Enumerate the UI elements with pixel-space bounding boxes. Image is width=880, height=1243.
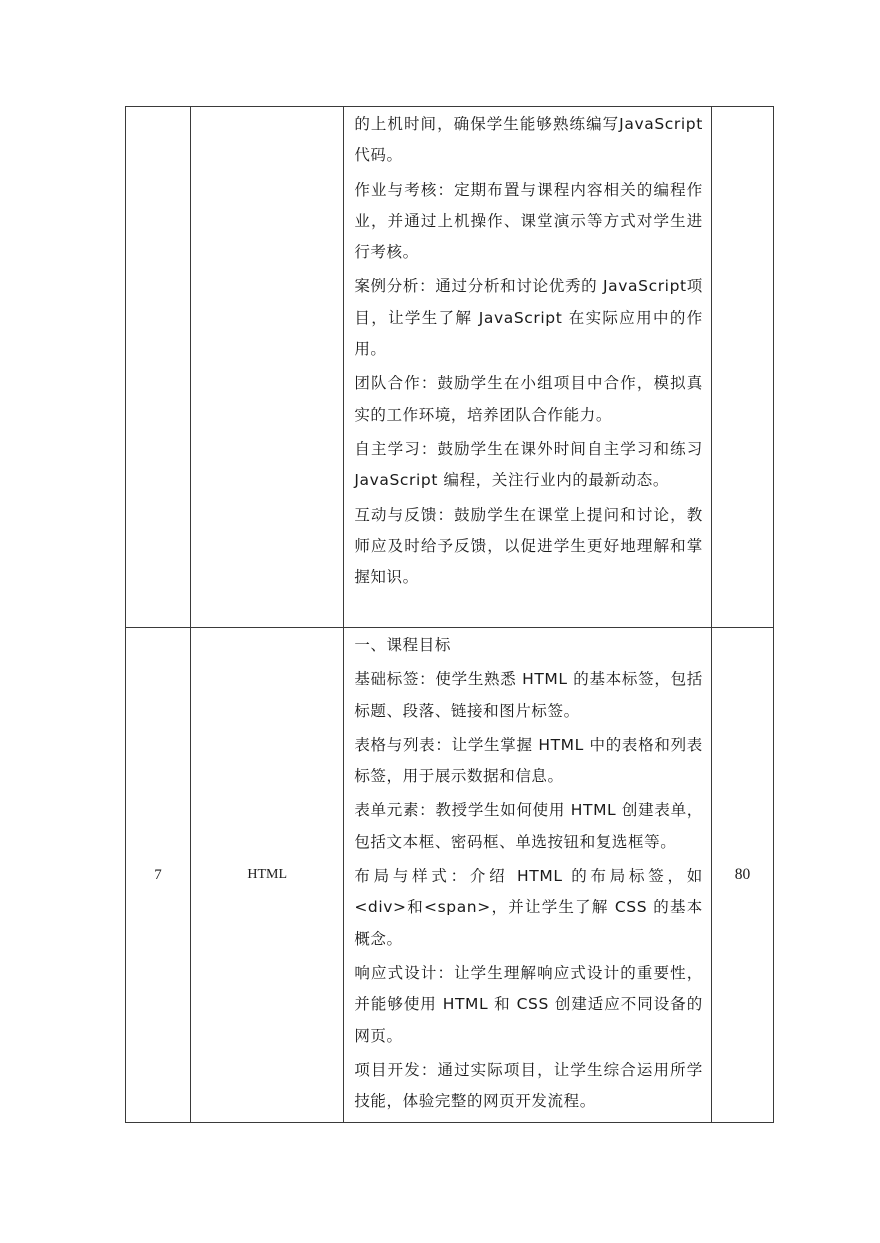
course-content-cell: [344, 107, 712, 628]
table-row: [126, 628, 774, 1123]
hours-cell: 80: [711, 628, 773, 1123]
content-paragraph: 的上机时间，确保学生能够熟练编写JavaScript 代码。: [354, 115, 703, 165]
row-number-cell: [126, 107, 191, 628]
content-paragraph: 自主学习：鼓励学生在课外时间自主学习和练习 JavaScript 编程，关注行业内的最新动态。: [354, 439, 703, 490]
content-paragraph: 案例分析：通过分析和讨论优秀的 JavaScript项目，让学生了解 JavaScript 在实际应用中的作用。: [354, 277, 703, 359]
course-name-cell: HTML: [191, 628, 344, 1123]
content-paragraph: 响应式设计：让学生理解响应式设计的重要性，并能够使用 HTML 和 CSS 创建适应不同设备的网页。: [354, 963, 703, 1045]
section-heading: 一、课程目标: [354, 636, 451, 654]
content-paragraph: 布局与样式：介绍 HTML 的布局标签，如<div>和<span>，并让学生了解 CSS 的基本概念。: [354, 867, 703, 948]
hours-cell: [711, 107, 773, 628]
table-row: [126, 107, 774, 628]
row-number-cell: 7: [126, 628, 191, 1123]
content-paragraph: 互动与反馈：鼓励学生在课堂上提问和讨论，教师应及时给予反馈，以促进学生更好地理解和掌握知识。: [354, 505, 703, 587]
content-paragraph: 项目开发：通过实际项目，让学生综合运用所学技能，体验完整的网页开发流程。: [354, 1060, 703, 1111]
content-paragraph: 作业与考核：定期布置与课程内容相关的编程作业，并通过上机操作、课堂演示等方式对学生进行考核。: [354, 180, 703, 262]
content-paragraph: 基础标签：使学生熟悉 HTML 的基本标签，包括标题、段落、链接和图片标签。: [354, 670, 703, 720]
course-table: [125, 106, 774, 1123]
content-paragraph: 表格与列表：让学生掌握 HTML 中的表格和列表标签，用于展示数据和信息。: [354, 735, 703, 786]
course-content-cell: [344, 628, 712, 1123]
course-name-cell: [191, 107, 344, 628]
content-paragraph: 表单元素：教授学生如何使用 HTML 创建表单，包括文本框、密码框、单选按钮和复选框等。: [354, 801, 703, 851]
content-paragraph: 团队合作：鼓励学生在小组项目中合作，模拟真实的工作环境，培养团队合作能力。: [354, 374, 703, 424]
